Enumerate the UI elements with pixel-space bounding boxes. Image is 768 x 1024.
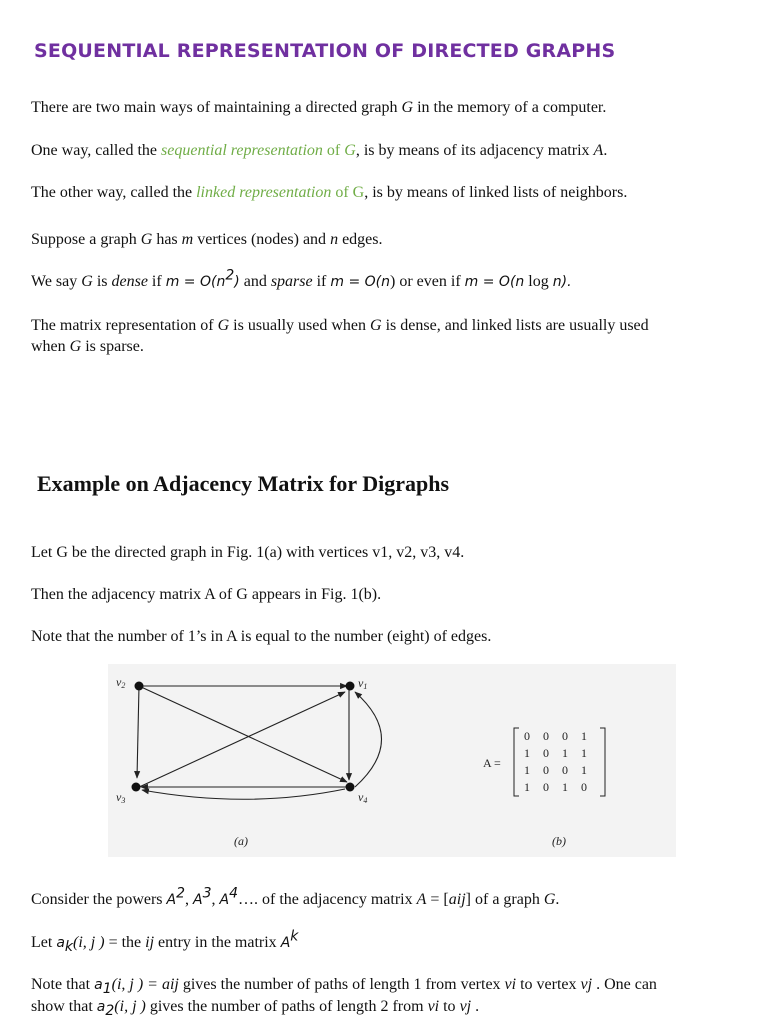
edge-v2-v4 xyxy=(139,686,347,782)
matrix-cell: 0 xyxy=(543,780,549,794)
paragraph-linked: The other way, called the linked representation of G, is by means of linked lists of neighbors. xyxy=(31,184,628,201)
paragraph-let-g: Let G be the directed graph in Fig. 1(a) with vertices v1, v2, v3, v4. xyxy=(31,544,465,561)
paragraph-powers: Consider the powers $A^2$, $A^3$, $A^4\dots$. of the adjacency matrix A = [aij] of a graph G. xyxy=(31,885,560,908)
section-title: SEQUENTIAL REPRESENTATION OF DIRECTED GRAPHS xyxy=(34,40,616,62)
matrix-cell: 0 xyxy=(543,763,549,777)
matrix-cell: 1 xyxy=(581,729,587,743)
vertex-v1 xyxy=(346,682,355,691)
term-sequential: sequential representation xyxy=(161,142,323,159)
label-v1: v1 xyxy=(358,676,368,691)
paragraph-then-matrix: Then the adjacency matrix A of G appears in Fig. 1(b). xyxy=(31,586,382,603)
example-heading: Example on Adjacency Matrix for Digraphs xyxy=(37,471,450,496)
vertex-v4 xyxy=(346,783,355,792)
matrix-cell: 0 xyxy=(562,729,568,743)
label-v4: v4 xyxy=(358,790,368,805)
edge-v4-v1-curved xyxy=(355,692,382,787)
paragraph-paths: Note that $a_1(i$, j ) = aij gives the number of paths of length 1 from vertex vi to vertex vj . One can show that $a_2(i$, j ) gives the number of paths of length 2 from vi to vj . xyxy=(31,976,657,1020)
matrix-cell: 0 xyxy=(543,729,549,743)
caption-b: (b) xyxy=(552,834,566,848)
label-v2: v2 xyxy=(116,675,126,690)
edge-v2-v3 xyxy=(137,686,139,778)
paragraph-sequential: One way, called the sequential representation of G, is by means of its adjacency matrix A. xyxy=(31,142,608,159)
paragraph-dense-sparse: We say G is dense if $m = O(n^2)$ and sparse if m = O(n) or even if m = O(n log n). xyxy=(31,267,572,290)
matrix-cell: 0 xyxy=(524,729,530,743)
label-v3: v3 xyxy=(116,790,126,805)
paragraph-matrix-usage: The matrix representation of G is usually used when G is dense, and linked lists are usually used when G is sparse. xyxy=(31,317,649,355)
paragraph-intro: There are two main ways of maintaining a directed graph G in the memory of a computer. xyxy=(31,99,607,116)
matrix-cell: 1 xyxy=(524,746,530,760)
matrix-cell: 0 xyxy=(543,746,549,760)
figure-svg xyxy=(108,664,676,857)
matrix-cell: 1 xyxy=(524,780,530,794)
matrix-cell: 1 xyxy=(524,763,530,777)
figure-graph-and-matrix xyxy=(108,664,676,857)
matrix-cell: 1 xyxy=(581,746,587,760)
edge-v4-v3-curved xyxy=(142,789,345,799)
matrix-cells xyxy=(524,729,587,794)
paragraph-vertices: Suppose a graph G has m vertices (nodes) and n edges. xyxy=(31,231,383,248)
term-linked: linked representation xyxy=(196,184,332,201)
matrix-cell: 0 xyxy=(562,763,568,777)
matrix-cell: 1 xyxy=(562,780,568,794)
caption-a: (a) xyxy=(234,834,248,848)
paragraph-count-ones: Note that the number of 1’s in A is equal to the number (eight) of edges. xyxy=(31,628,492,645)
matrix-cell: 0 xyxy=(581,780,587,794)
edge-v3-v1 xyxy=(137,692,345,788)
matrix-cell: 1 xyxy=(562,746,568,760)
vertex-v2 xyxy=(135,682,144,691)
graph-edges xyxy=(137,686,382,799)
paragraph-let-ak: Let $a_k(i$, j ) = the ij entry in the matrix $A^k$ xyxy=(31,928,299,956)
matrix-cell: 1 xyxy=(581,763,587,777)
vertex-v3 xyxy=(132,783,141,792)
matrix-label: A = xyxy=(483,756,501,770)
